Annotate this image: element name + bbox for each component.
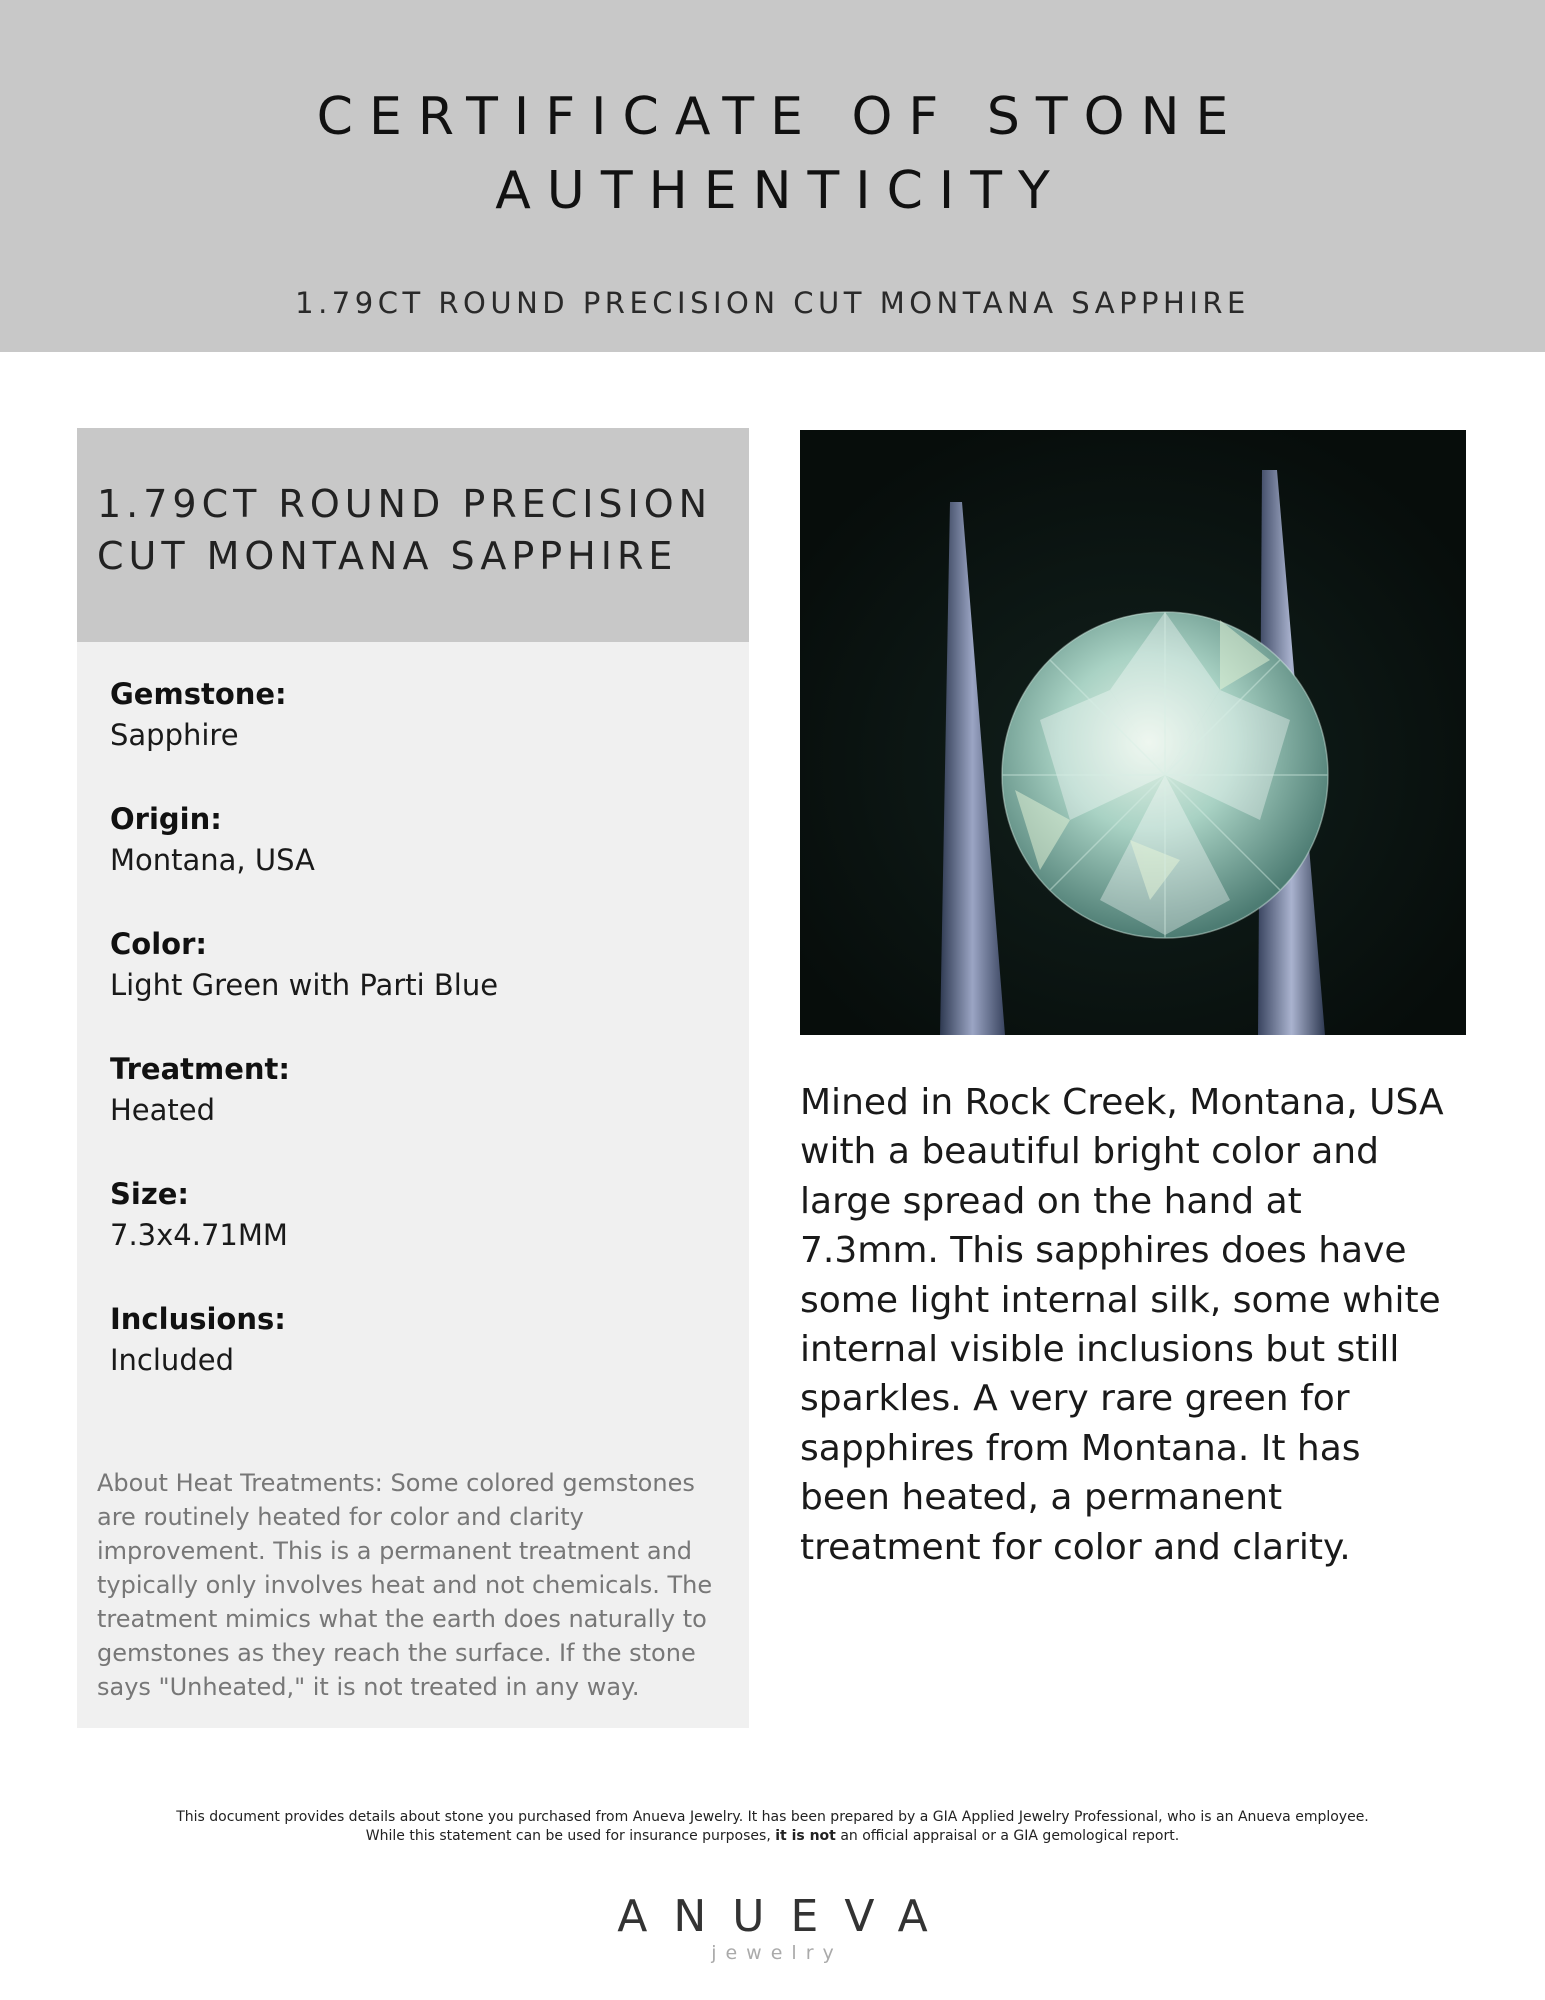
stone-details-panel: [77, 428, 749, 1728]
header-band: [0, 0, 1545, 352]
spec-size: [110, 1174, 730, 1299]
certificate-title-line1: CERTIFICATE OF STONE: [316, 87, 1245, 147]
spec-label: Color:: [110, 927, 207, 961]
spec-value: Heated: [110, 1093, 216, 1127]
stone-description: Mined in Rock Creek, Montana, USA with a beautiful bright color and large spread on the hand at 7.3mm. This sapphires does have some light internal silk, some white internal visible inclusions but still sparkles. A very rare green for sapphires from Montana. It has been heated, a permanent treatment for color and clarity.: [800, 1082, 1444, 1568]
brand-logo-subtitle: jewelry: [711, 1942, 843, 1964]
disclaimer-line2-end: an official appraisal or a GIA gemological report.: [835, 1828, 1180, 1844]
stone-details-panel-header: [77, 428, 749, 642]
spec-value: Included: [110, 1343, 234, 1377]
spec-color: [110, 924, 730, 1049]
disclaimer-line2-start: While this statement can be used for insurance purposes,: [365, 1828, 776, 1844]
certificate-subtitle: 1.79CT ROUND PRECISION CUT MONTANA SAPPHIRE: [295, 286, 1250, 320]
certificate-title: [0, 80, 1545, 228]
stone-name-heading: [97, 478, 737, 582]
certificate-title-line2: AUTHENTICITY: [495, 161, 1066, 221]
disclaimer-emphasis: it is not: [775, 1828, 836, 1844]
stone-name-line2: CUT MONTANA SAPPHIRE: [97, 534, 678, 578]
disclaimer-line1: This document provides details about stone you purchased from Anueva Jewelry. It has been prepared by a GIA Applied Jewelry Professional, who is an Anueva employee.: [176, 1809, 1369, 1825]
disclaimer-line2: [0, 1827, 1545, 1846]
spec-label: Treatment:: [110, 1052, 290, 1086]
sapphire-in-tweezers-image: [800, 430, 1466, 1035]
spec-list: [110, 674, 730, 1424]
spec-label: Inclusions:: [110, 1302, 286, 1336]
spec-value: Light Green with Parti Blue: [110, 968, 499, 1002]
spec-inclusions: [110, 1299, 730, 1424]
stone-name-line1: 1.79CT ROUND PRECISION: [97, 482, 713, 526]
spec-value: Montana, USA: [110, 843, 315, 877]
spec-label: Size:: [110, 1177, 189, 1211]
spec-label: Gemstone:: [110, 677, 287, 711]
spec-gemstone: [110, 674, 730, 799]
heat-treatment-note: About Heat Treatments: Some colored gemstones are routinely heated for color and clarity improvement. This is a permanent treatment and typically only involves heat and not chemicals. The treatment mimics what the earth does naturally to gemstones as they reach the surface. If the stone says "Unheated," it is not treated in any way.: [97, 1469, 713, 1701]
spec-origin: [110, 799, 730, 924]
disclaimer: [0, 1808, 1545, 1846]
spec-value: 7.3x4.71MM: [110, 1218, 288, 1252]
spec-label: Origin:: [110, 802, 222, 836]
brand-logo: ANUEVA: [617, 1891, 954, 1942]
spec-treatment: [110, 1049, 730, 1174]
stone-photo: [800, 430, 1466, 1035]
spec-value: Sapphire: [110, 718, 239, 752]
